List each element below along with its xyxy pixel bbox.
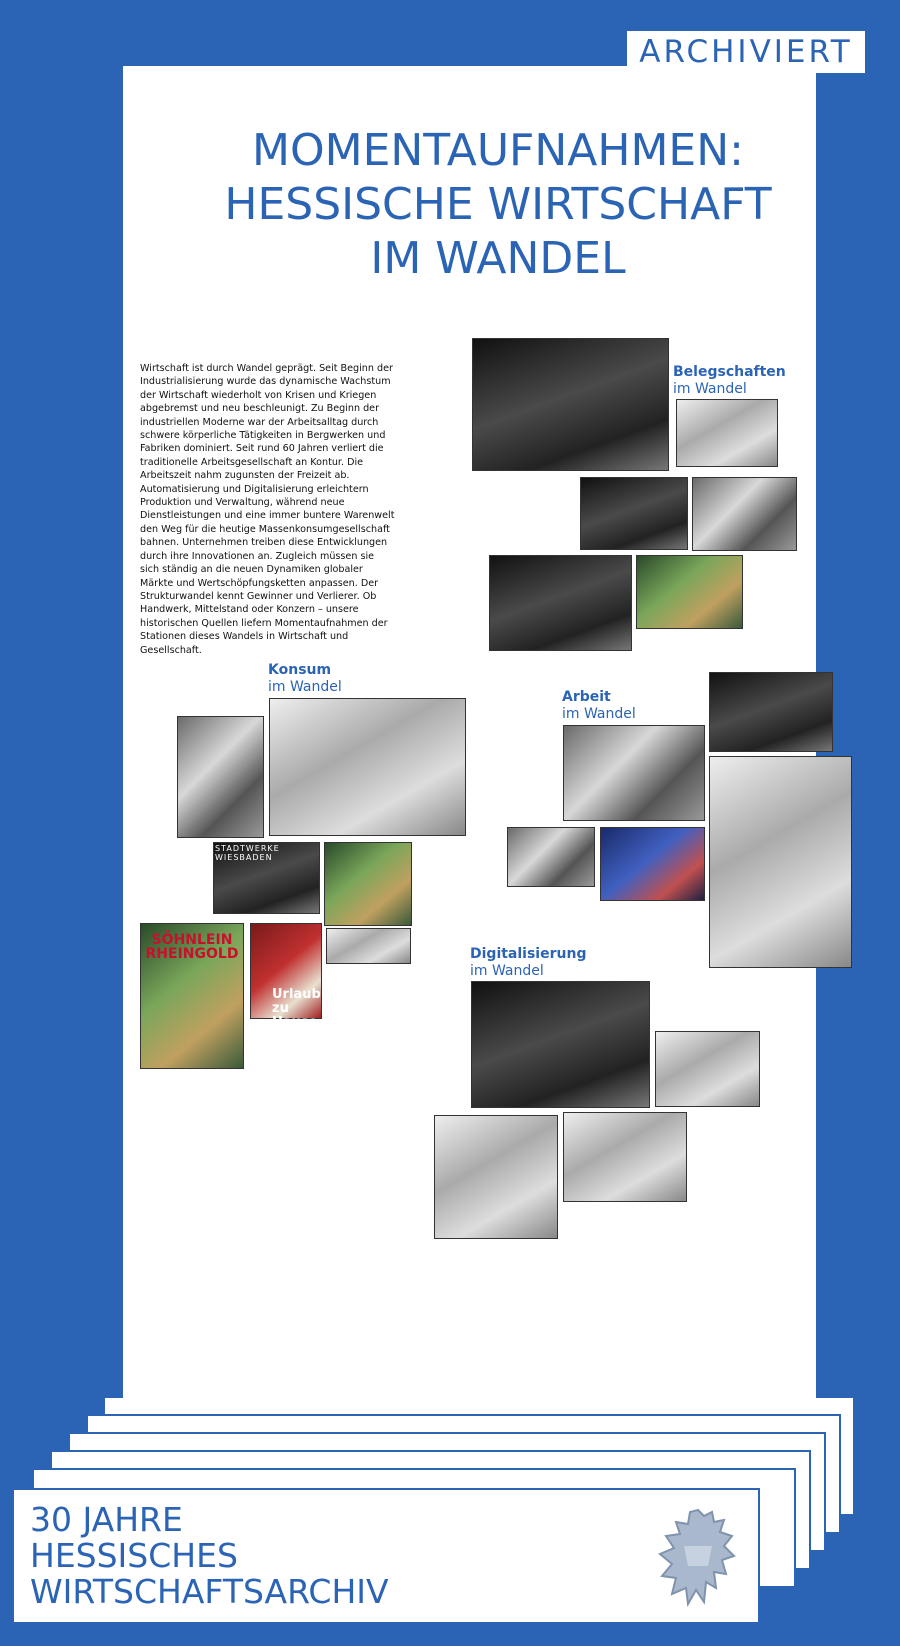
photo-tree (324, 842, 412, 926)
title-line: IM WANDEL (370, 233, 626, 284)
photo-truck (507, 827, 595, 887)
section-title: Digitalisierung (470, 946, 587, 962)
photo-steel-work (600, 827, 705, 901)
section-subtitle: im Wandel (470, 963, 544, 979)
soehnlein-text: SÖHNLEIN RHEINGOLD (145, 932, 239, 962)
footer-line: HESSISCHES (30, 1536, 238, 1575)
section-belegschaften (673, 364, 786, 398)
section-title: Konsum (268, 662, 332, 678)
page-title (123, 124, 873, 286)
photo-foundry (709, 672, 833, 752)
section-title: Arbeit (562, 689, 611, 705)
footer-title (30, 1502, 389, 1610)
photo-ceremony (636, 555, 743, 629)
section-subtitle: im Wandel (562, 706, 636, 722)
urlaub-text: Urlaub zu Hause (272, 987, 321, 1030)
title-line: HESSISCHE WIRTSCHAFT (224, 179, 772, 230)
photo-staff-group (472, 338, 669, 471)
section-arbeit (562, 689, 636, 723)
photo-webpage (326, 928, 411, 964)
photo-terminal-user (434, 1115, 558, 1239)
archived-badge: ARCHIVIERT (627, 31, 865, 73)
title-line: MOMENTAUFNAHMEN: (252, 125, 744, 176)
footer-line: WIRTSCHAFTSARCHIV (30, 1572, 389, 1611)
photo-data-center (655, 1031, 760, 1107)
photo-machine-hall (563, 725, 705, 821)
footer-line: 30 JAHRE (30, 1500, 183, 1539)
intro-text: Wirtschaft ist durch Wandel geprägt. Seit Beginn der Industrialisierung wurde das dynamische Wachstum der Wirtschaft wiederholt von Krisen und Kriegen abgebremst und neu beschleunigt. Zu Beginn der industriellen Moderne war der Arbeitsalltag durch schwere körperliche Tätigkeiten in Bergwerken und Fabriken dominiert. Seit rund 60 Jahren verliert die traditionelle Arbeitsgesellschaft an Kontur. Die Arbeitszeit nahm zugunsten der Freizeit ab. Automatisierung und Digitalisierung erleichtern Produktion und Verwaltung, während neue Dienstleistungen und eine immer buntere Warenwelt den Weg für die heutige Massenkonsumgesellschaft bahnen. Unternehmen treiben diese Entwicklungen durch ihre Innovationen an. Zugleich müssen sie sich ständig an die neuen Dynamiken globaler Märkte und Wertschöpfungsketten anpassen. Der Strukturwandel kennt Gewinner und Verlierer. Ob Handwerk, Mittelstand oder Konzern – unsere historischen Quellen liefern Momentaufnahmen der Stationen dieses Wandels in Wirtschaft und Gesellschaft. (140, 363, 395, 656)
photo-workers (692, 477, 797, 551)
hessian-lion-icon (654, 1506, 742, 1608)
photo-shop-counter (269, 698, 466, 836)
section-title: Belegschaften (673, 364, 786, 380)
photo-children (177, 716, 264, 838)
section-subtitle: im Wandel (673, 381, 747, 397)
photo-microscope (563, 1112, 687, 1202)
section-subtitle: im Wandel (268, 679, 342, 695)
photo-building-delivery (471, 981, 650, 1108)
stadtwerke-sign: STADTWERKE WIESBADEN (215, 844, 280, 862)
photo-computer-lab (709, 756, 852, 968)
photo-festival-poster (676, 399, 778, 467)
photo-workshop (580, 477, 688, 550)
photo-factory-group (489, 555, 632, 651)
section-digitalisierung (470, 946, 586, 980)
section-konsum (268, 662, 342, 696)
